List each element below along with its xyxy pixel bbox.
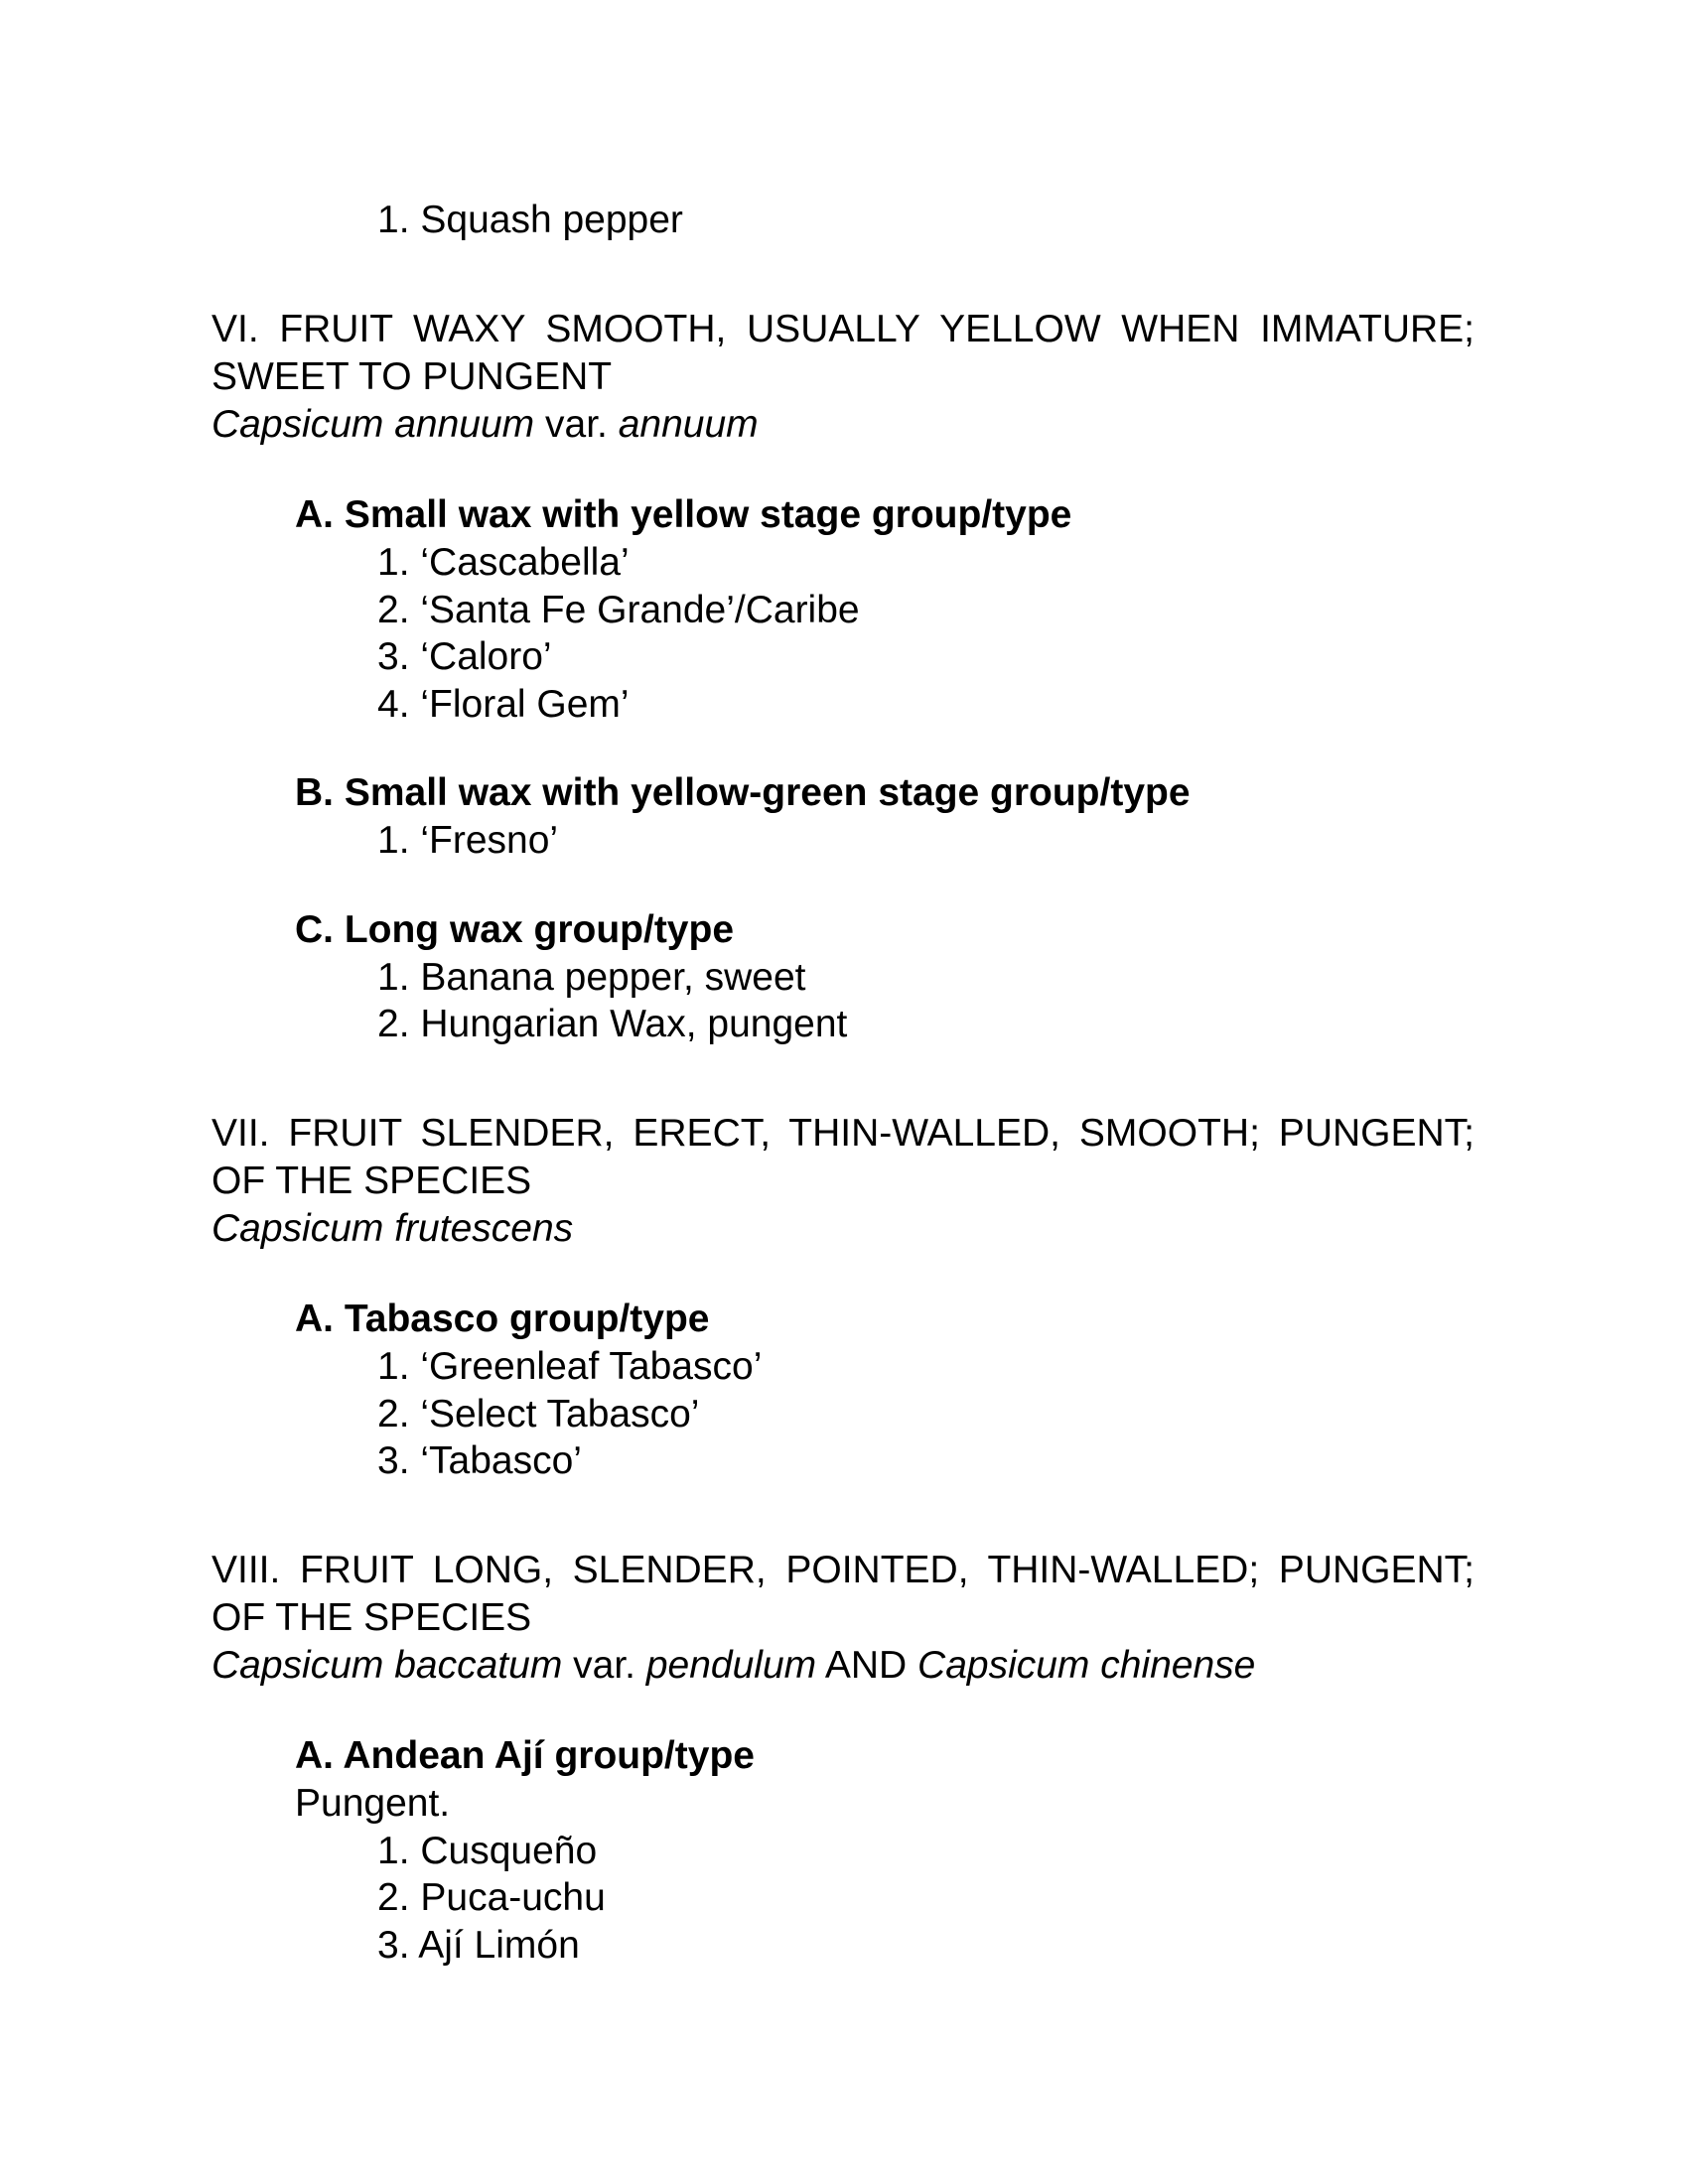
species-name: Capsicum annuum	[211, 403, 535, 446]
list-item: 2. Puca-uchu	[377, 1876, 606, 1919]
section-heading-viii: VIII. FRUIT LONG, SLENDER, POINTED, THIN-WALLED; PUNGENT; OF THE SPECIES	[211, 1549, 1475, 1639]
variety-name: annuum	[618, 403, 759, 446]
section-heading-vii: VII. FRUIT SLENDER, ERECT, THIN-WALLED, SMOOTH; PUNGENT; OF THE SPECIES	[211, 1112, 1475, 1202]
group-note: Pungent.	[295, 1782, 451, 1825]
list-item: 3. ‘Tabasco’	[377, 1439, 582, 1482]
list-item: 2. ‘Select Tabasco’	[377, 1393, 700, 1435]
list-item: 1. Squash pepper	[377, 199, 683, 241]
species-line-viii	[211, 1642, 1255, 1690]
group-title: C. Long wax group/type	[295, 908, 735, 951]
group-title: A. Andean Ají group/type	[295, 1734, 755, 1777]
list-item: 2. ‘Santa Fe Grande’/Caribe	[377, 589, 860, 631]
list-item: 4. ‘Floral Gem’	[377, 683, 630, 726]
list-item: 2. Hungarian Wax, pungent	[377, 1003, 848, 1045]
species-name: Capsicum baccatum	[211, 1644, 563, 1687]
list-item: 1. Banana pepper, sweet	[377, 956, 806, 999]
species-connector: var.	[562, 1644, 646, 1687]
list-item: 1. Cusqueño	[377, 1830, 598, 1872]
list-item: 3. Ají Limón	[377, 1924, 580, 1967]
species-name: Capsicum chinense	[917, 1644, 1256, 1687]
species-line-vi	[211, 401, 759, 449]
list-item: 3. ‘Caloro’	[377, 635, 552, 678]
group-title: A. Tabasco group/type	[295, 1297, 710, 1340]
section-heading-vi: VI. FRUIT WAXY SMOOTH, USUALLY YELLOW WHEN IMMATURE; SWEET TO PUNGENT	[211, 308, 1475, 398]
list-item: 1. ‘Greenleaf Tabasco’	[377, 1345, 763, 1388]
list-item: 1. ‘Cascabella’	[377, 541, 630, 584]
species-connector: var.	[534, 403, 619, 446]
species-name: Capsicum frutescens	[211, 1207, 574, 1250]
variety-name: pendulum	[645, 1644, 817, 1687]
group-title: B. Small wax with yellow-green stage group/type	[295, 771, 1191, 814]
list-item: 1. ‘Fresno’	[377, 819, 559, 862]
species-line-vii	[211, 1205, 573, 1253]
species-connector: AND	[816, 1644, 918, 1687]
group-title: A. Small wax with yellow stage group/type	[295, 493, 1072, 536]
